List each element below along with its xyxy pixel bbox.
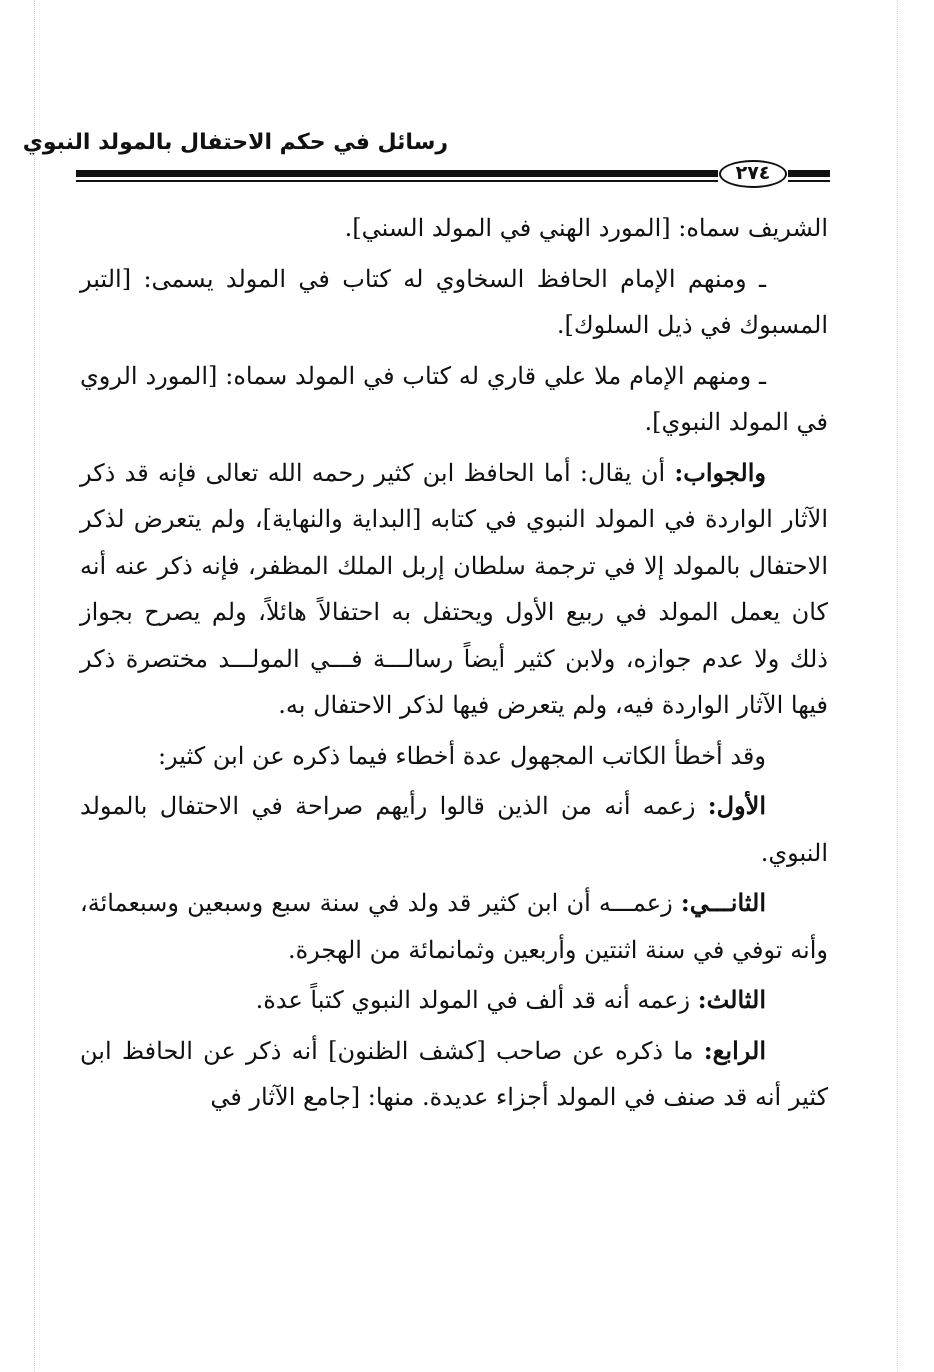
paragraph-text: زعمه أنه من الذين قالوا رأيهم صراحة في الاحتفال بالمولد النبوي. [80, 792, 828, 867]
paragraph-lead: والجواب: [674, 457, 766, 487]
scan-edge-right [897, 0, 899, 1372]
paragraph-4 [80, 450, 828, 729]
paragraph-text: ـ ومنهم الإمام ملا علي قاري له كتاب في المولد سماه: [المورد الروي في المولد النبوي]. [80, 361, 828, 436]
paragraph-lead: الأول: [707, 791, 766, 820]
paragraph-text: ـ ومنهم الإمام الحافظ السخاوي له كتاب في المولد يسمى: [التبر المسبوك في ذيل السلوك]. [80, 264, 828, 339]
paragraph-1 [80, 205, 828, 252]
paragraph-2 [80, 256, 828, 349]
paragraph-8 [80, 977, 828, 1024]
paragraph-text: ما ذكره عن صاحب [كشف الظنون] أنه ذكر عن الحافظ ابن كثير أنه قد صنف في المولد أجزاء عديدة. منها: [جامع الآثار في [80, 1036, 828, 1111]
paragraph-6 [80, 783, 828, 876]
body-text [80, 205, 828, 1125]
paragraph-text: زعمه أنه قد ألف في المولد النبوي كتباً عدة. [255, 986, 698, 1014]
running-header-title: رسائل في حكم الاحتفال بالمولد النبوي [22, 130, 448, 155]
header-rule-left [76, 168, 718, 184]
header-rule-right [788, 168, 830, 184]
paragraph-lead: الثانـــي: [680, 888, 766, 917]
paragraph-text: الشريف سماه: [المورد الهني في المولد السني]. [344, 214, 828, 242]
paragraph-3 [80, 353, 828, 446]
page-number: ٢٧٤ [719, 160, 787, 188]
paragraph-9 [80, 1028, 828, 1121]
paragraph-text: أن يقال: أما الحافظ ابن كثير رحمه الله تعالى فإنه قد ذكر الآثار الواردة في المولد النبوي في كتابه [البداية والنهاية]، ولم يتعرض لذكر الاحتفال بالمولد إلا في ترجمة سلطان إربل الملك المظفر، فإنه ذكر عنه أنه كان يعمل المولد في ربيع الأول ويحتفل به احتفالاً هائلاً، ولم يصرح بجواز ذلك ولا عدم جوازه، ولابن كثير أيضاً رسالـــة فـــي المولـــد مختصرة ذكر فيها الآثار الواردة فيه، ولم يتعرض فيها لذكر الاحتفال به. [80, 458, 828, 719]
paragraph-text: وقد أخطأ الكاتب المجهول عدة أخطاء فيما ذكره عن ابن كثير: [157, 741, 766, 770]
paragraph-lead: الثالث: [697, 985, 766, 1014]
paragraph-5 [80, 733, 828, 780]
paragraph-7 [80, 880, 828, 973]
paragraph-lead: الرابع: [703, 1035, 766, 1065]
scan-edge-left [34, 0, 36, 1372]
paragraph-text: زعمـــه أن ابن كثير قد ولد في سنة سبع وسبعين وسبعمائة، وأنه توفي في سنة اثنتين وأربعين وثمانمائة من الهجرة. [80, 889, 828, 964]
